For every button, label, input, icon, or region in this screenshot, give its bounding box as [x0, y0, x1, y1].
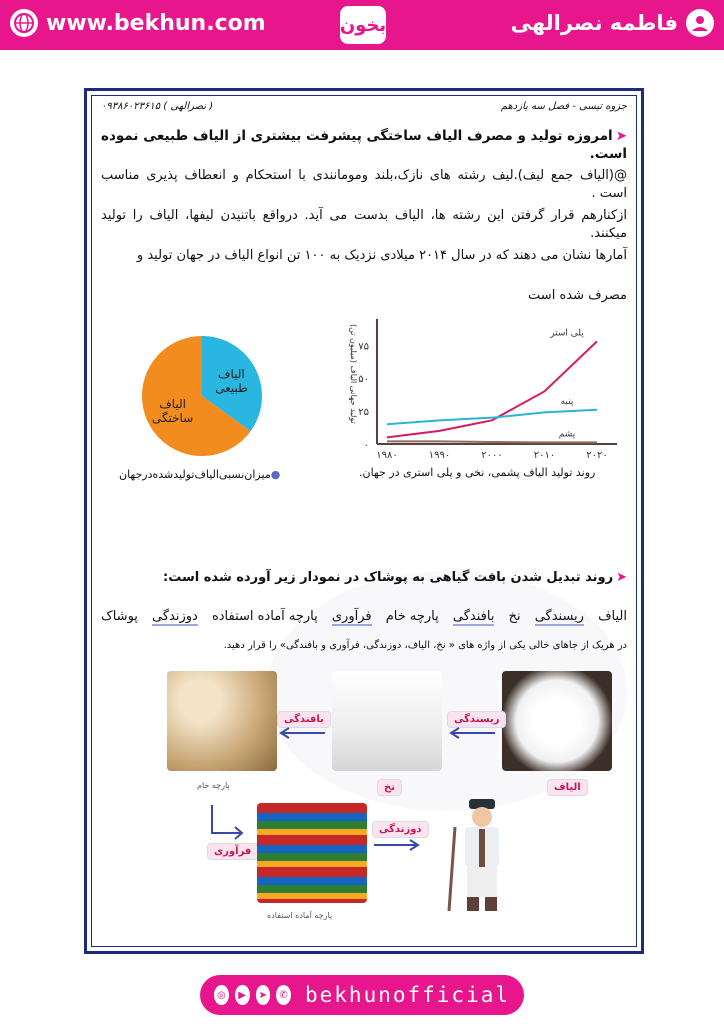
header-left: ( نصرالهی ) ۰۹۳۸۶۰۲۳۶۱۵ — [101, 101, 214, 112]
y-tick-label: ۲۵ — [358, 407, 369, 419]
top-banner — [0, 0, 724, 50]
pie-chart-svg — [137, 331, 267, 461]
user-icon — [686, 9, 714, 37]
series-line — [387, 341, 597, 440]
document-frame — [84, 88, 644, 954]
flow-word: فرآوری — [331, 609, 372, 624]
line-chart-svg — [337, 309, 627, 479]
flow-word: نخ — [508, 609, 521, 624]
section1-heading: ➤امروزه تولید و مصرف الیاف ساختگی پیشرفت بیشتری از الیاف طبیعی نموده است. — [101, 128, 627, 162]
weaving-tag: بافندگی — [277, 711, 331, 728]
phone-icon[interactable]: ✆ — [276, 985, 291, 1005]
arrow-left-icon — [447, 727, 497, 739]
series-label: پلی استر — [550, 328, 584, 339]
author-name: فاطمه نصرالهی — [510, 11, 678, 35]
pointer-icon: ➤ — [616, 570, 627, 585]
brand-logo[interactable] — [340, 6, 386, 44]
header-right: جزوه تیسی - فصل سه یازدهم — [500, 101, 627, 112]
paragraph-1: @(الیاف جمع لیف).لیف رشته های نازک،بلند ومومانندی با استحکام و انعطاف پذیری مناسب است . — [101, 168, 627, 201]
instagram-icon[interactable]: ◎ — [214, 985, 229, 1005]
ready-fabric-image — [257, 803, 367, 903]
paragraph-4: مصرف شده است — [528, 288, 627, 303]
author-info — [511, 9, 714, 37]
globe-icon — [10, 9, 38, 37]
pointer-icon: ➤ — [615, 128, 627, 144]
line-chart-caption: روند تولید الیاف پشمی، نخی و پلی استری در جهان. — [359, 466, 596, 479]
spinning-tag: ریسندگی — [447, 711, 506, 728]
fabric-rolls-image — [167, 671, 277, 771]
social-handle: bekhunofficial — [305, 983, 511, 1007]
processing-tag: فرآوری — [207, 843, 258, 860]
logo-text: بخون — [339, 14, 387, 36]
youtube-icon[interactable]: ▶ — [235, 985, 250, 1005]
paragraph-2: ازکنارهم قرار گرفتن این رشته ها، الیاف بدست می آید. درواقع باتنیدن لیفها، الیاف را تولید میکنند. — [101, 208, 627, 241]
paragraph-3: آمارها نشان می دهند که در سال ۲۰۱۴ میلادی نزدیک به ۱۰۰ تن انواع الیاف در جهان تولید و — [136, 248, 627, 263]
raw-fabric-label: پارچه خام — [197, 781, 230, 790]
arrow-left-icon — [277, 727, 327, 739]
boy-clothing-image — [447, 799, 517, 914]
flow-word: پارچه خام — [385, 609, 439, 624]
slice-label: الیاف — [159, 396, 186, 411]
ready-fabric-label: پارچه آماده استفاده — [267, 911, 333, 920]
arrow-down-right-icon — [207, 803, 247, 843]
cotton-image — [502, 671, 612, 771]
slice-label: طبیعی — [215, 381, 248, 396]
flow-word: ریسندگی — [534, 609, 584, 624]
pie-chart — [137, 331, 267, 461]
slice-label: الیاف — [218, 367, 245, 382]
series-label: پنبه — [560, 396, 574, 407]
flow-word: پوشاک — [101, 609, 138, 624]
flow-word: پارچه آماده استفاده — [211, 609, 318, 624]
x-tick-label: ۱۹۸۰ — [376, 450, 398, 461]
telegram-icon[interactable]: ➤ — [256, 985, 271, 1005]
flow-word: الیاف — [598, 609, 627, 624]
social-bar[interactable] — [200, 975, 524, 1015]
fiber-tag: الیاف — [547, 779, 588, 796]
y-tick-label: ۵۰ — [358, 374, 369, 386]
y-tick-label: ۰ — [363, 440, 369, 451]
yarn-cone-image — [332, 671, 442, 771]
arrow-right-icon — [372, 839, 422, 851]
series-line — [387, 441, 597, 442]
series-line — [387, 410, 597, 424]
site-link[interactable] — [10, 9, 266, 37]
y-axis-label: تولید جهانی الیاف (میلیون تن) — [349, 324, 358, 424]
series-label: پشم — [558, 429, 576, 440]
instruction-text: در هریک از جاهای خالی یکی از واژه های « نخ، الیاف، دوزندگی، فرآوری و بافندگی» را قرار دهید. — [223, 640, 627, 651]
yarn-tag: نخ — [377, 779, 402, 796]
x-tick-label: ۲۰۲۰ — [586, 450, 608, 461]
line-chart — [337, 309, 627, 479]
pie-chart-caption: ●میزان‌نسبی‌الیاف‌تولیدشده‌درجهان — [119, 468, 281, 481]
x-tick-label: ۱۹۹۰ — [428, 450, 451, 461]
flow-row — [101, 609, 627, 626]
slice-label: ساختگی — [151, 410, 194, 425]
section2-heading: ➤روند تبدیل شدن بافت گیاهی به پوشاک در نمودار زیر آورده شده است: — [163, 570, 627, 585]
x-tick-label: ۲۰۱۰ — [533, 450, 556, 461]
sewing-tag: دوزندگی — [372, 821, 429, 838]
flow-word: دوزندگی — [152, 609, 198, 624]
flow-word: بافندگی — [452, 609, 495, 624]
site-url: www.bekhun.com — [46, 10, 266, 36]
x-tick-label: ۲۰۰۰ — [481, 450, 503, 461]
y-tick-label: ۷۵ — [358, 341, 369, 353]
